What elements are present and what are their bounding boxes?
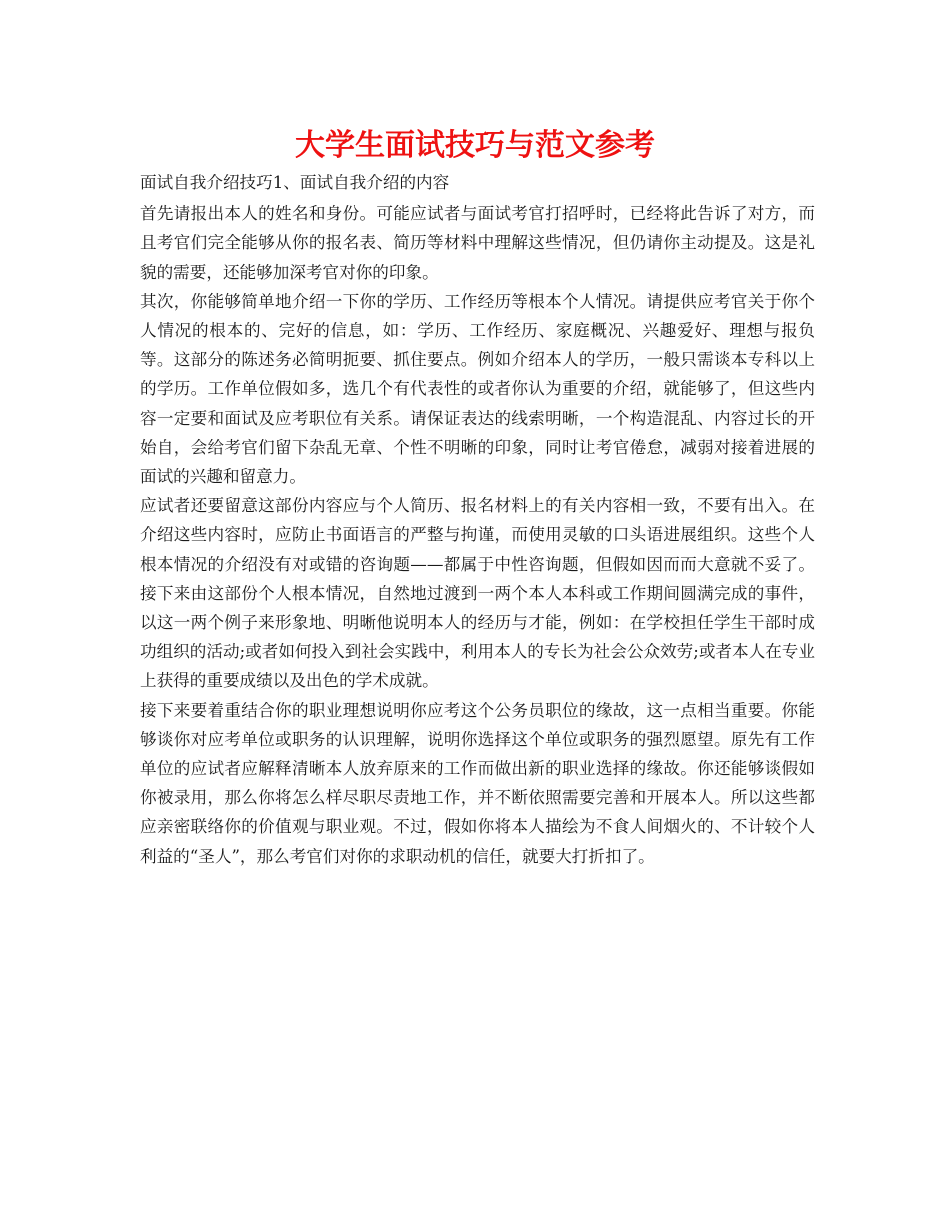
section-subheading: 面试自我介绍技巧1、面试自我介绍的内容 bbox=[140, 173, 450, 192]
document-title: 大学生面试技巧与范文参考 bbox=[295, 128, 655, 163]
paragraph-1: 首先请报出本人的姓名和身份。可能应试者与面试考官打招呼时，已经将此告诉了对方，而且考官们完全能够从你的报名表、简历等材料中理解这些情况，但仍请你主动提及。这是礼貌的需要，还能够加深考官对你的印象。 bbox=[140, 204, 815, 282]
paragraph-4: 接下来要着重结合你的职业理想说明你应考这个公务员职位的缘故，这一点相当重要。你能够谈你对应考单位或职务的认识理解，说明你选择这个单位或职务的强烈愿望。原先有工作单位的应试者应解释清晰本人放弃原来的工作而做出新的职业选择的缘故。你还能够谈假如你被录用，那么你将怎么样尽职尽责地工作，并不断依照需要完善和开展本人。所以这些都应亲密联络你的价值观与职业观。不过，假如你将本人描绘为不食人间烟火的、不计较个人利益的“圣人”，那么考官们对你的求职动机的信任，就要大打折扣了。 bbox=[140, 700, 815, 866]
document-body bbox=[140, 168, 815, 871]
paragraph-3: 应试者还要留意这部份内容应与个人简历、报名材料上的有关内容相一致，不要有出入。在介绍这些内容时，应防止书面语言的严整与拘谨，而使用灵敏的口头语进展组织。这些个人根本情况的介绍没有对或错的咨询题——都属于中性咨询题，但假如因而而大意就不妥了。接下来由这部份个人根本情况，自然地过渡到一两个本人本科或工作期间圆满完成的事件，以这一两个例子来形象地、明晰他说明本人的经历与才能，例如：在学校担任学生干部时成功组织的活动;或者如何投入到社会实践中，利用本人的专长为社会公众效劳;或者本人在专业上获得的重要成绩以及出色的学术成就。 bbox=[140, 496, 815, 691]
paragraph-2: 其次，你能够简单地介绍一下你的学历、工作经历等根本个人情况。请提供应考官关于你个人情况的根本的、完好的信息，如：学历、工作经历、家庭概况、兴趣爱好、理想与报负等。这部分的陈述务必简明扼要、抓住要点。例如介绍本人的学历，一般只需谈本专科以上的学历。工作单位假如多，选几个有代表性的或者你认为重要的介绍，就能够了，但这些内容一定要和面试及应考职位有关系。请保证表达的线索明晰，一个构造混乱、内容过长的开始自，会给考官们留下杂乱无章、个性不明晰的印象，同时让考官倦怠，减弱对接着进展的面试的兴趣和留意力。 bbox=[140, 291, 815, 487]
